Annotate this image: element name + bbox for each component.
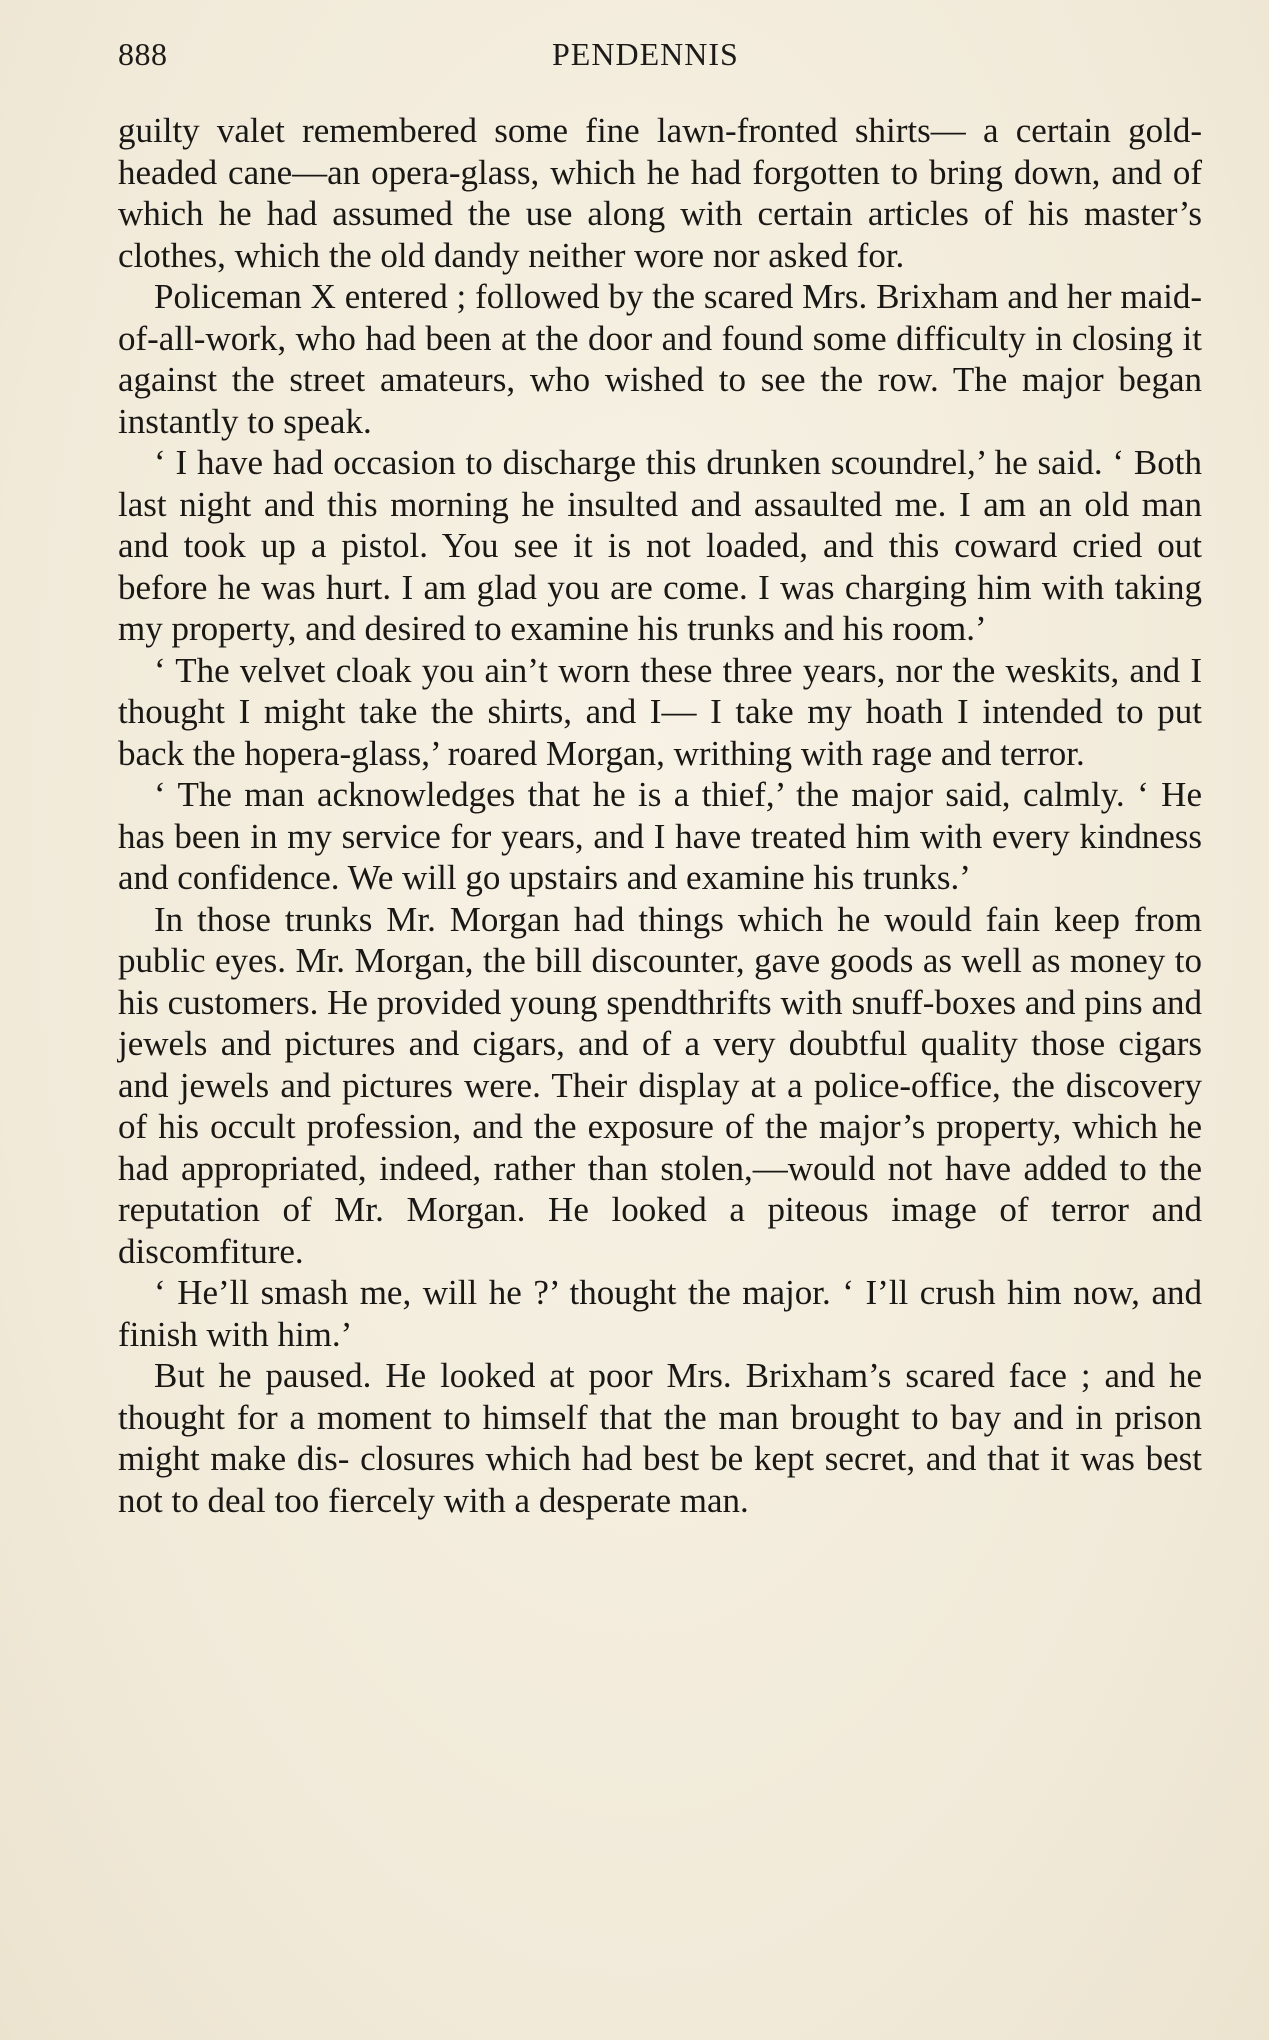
- paragraph: guilty valet remembered some fine lawn-fronted shirts— a certain gold-headed cane—an opera-glass, which he had forgotten to bring down, and of which he had assumed the use along with certain articles of his master’s clothes, which the old dandy neither wore nor asked for.: [118, 111, 1202, 275]
- paragraph: ‘ The velvet cloak you ain’t worn these three years, nor the weskits, and I thought I might take the shirts, and I— I take my hoath I intended to put back the hopera-glass,’ roared Morgan, writhing with rage and terror.: [118, 650, 1202, 773]
- paragraph: But he paused. He looked at poor Mrs. Brixham’s scared face ; and he thought for a moment to himself that the man brought to bay and in prison might make dis- closures which had best be kept secret, and that it was best not to deal too fiercely with a desperate man.: [118, 1356, 1202, 1520]
- paragraph: Policeman X entered ; followed by the scared Mrs. Brixham and her maid-of-all-work, who had been at the door and found some difficulty in closing it against the street amateurs, who wished to see the row. The major began instantly to speak.: [118, 277, 1202, 441]
- book-title: PENDENNIS: [552, 36, 739, 72]
- page-number: 888: [118, 36, 168, 72]
- body-text: [118, 110, 1202, 1521]
- running-head: [118, 36, 1198, 76]
- paragraph: In those trunks Mr. Morgan had things which he would fain keep from public eyes. Mr. Morgan, the bill discounter, gave goods as well as money to his customers. He provided young spendthrifts with snuff-boxes and pins and jewels and pictures and cigars, and of a very doubtful quality those cigars and jewels and pictures were. Their display at a police-office, the discovery of his occult profession, and the exposure of the major’s property, which he had appropriated, indeed, rather than stolen,—would not have added to the reputation of Mr. Morgan. He looked a piteous image of terror and discomfiture.: [118, 899, 1202, 1271]
- paragraph: ‘ He’ll smash me, will he ?’ thought the major. ‘ I’ll crush him now, and finish with him.’: [118, 1273, 1202, 1354]
- paragraph: ‘ I have had occasion to discharge this drunken scoundrel,’ he said. ‘ Both last night and this morning he insulted and assaulted me. I am an old man and took up a pistol. You see it is not loaded, and this coward cried out before he was hurt. I am glad you are come. I was charging him with taking my property, and desired to examine his trunks and his room.’: [118, 443, 1202, 648]
- paragraph: ‘ The man acknowledges that he is a thief,’ the major said, calmly. ‘ He has been in my service for years, and I have treated him with every kindness and confidence. We will go upstairs and examine his trunks.’: [118, 775, 1202, 897]
